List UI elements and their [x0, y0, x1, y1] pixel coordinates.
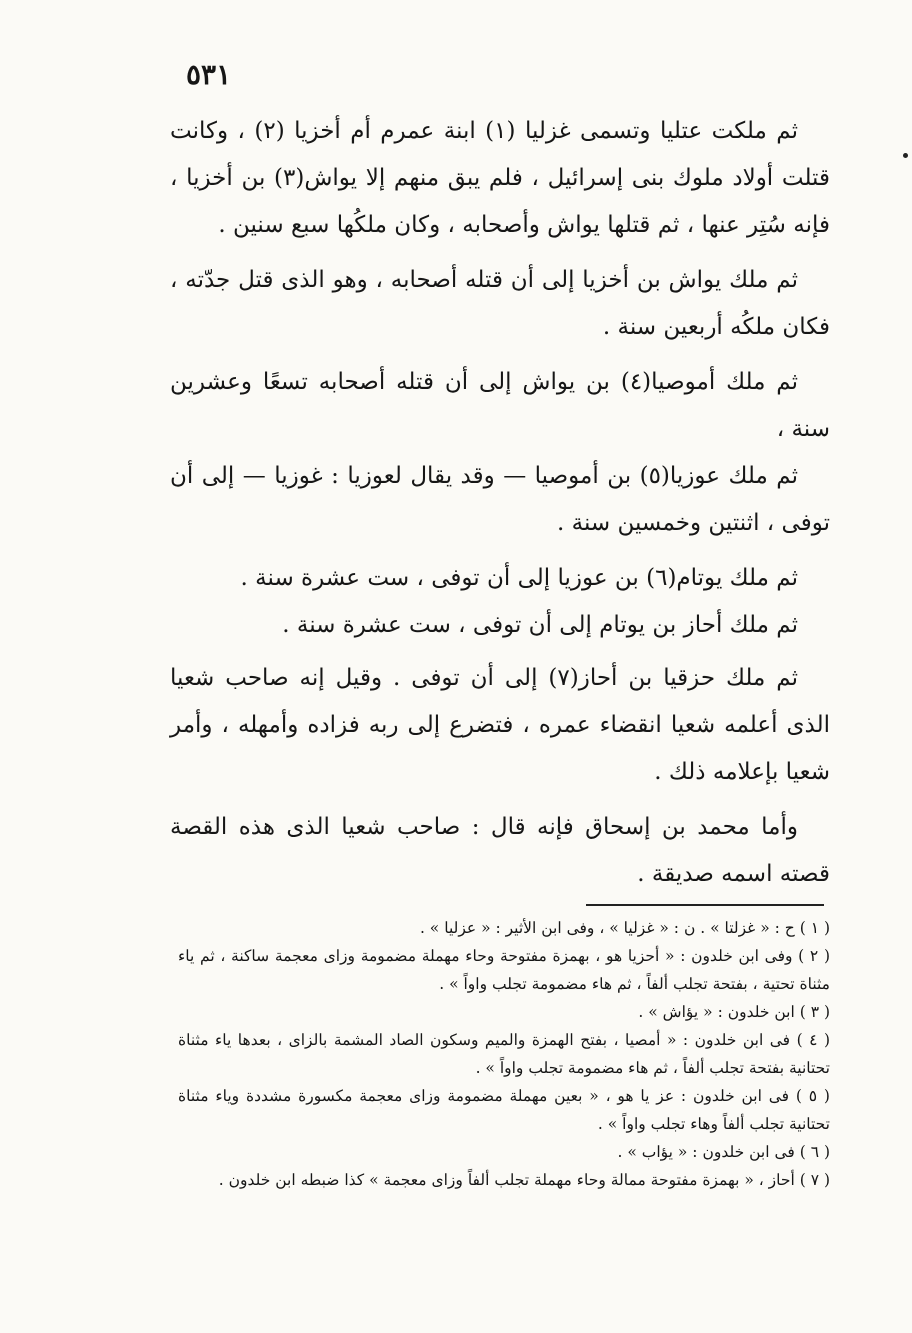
footnote: ( ٤ ) فى ابن خلدون : « أمصيا ، بفتح الهمزة والميم وسكون الصاد المشمة بالزاى ، بعدها ياء مثناة تحتانية بفتحة تجلب ألفاً ، ثم هاء مضمومة تجلب واواً » . [178, 1031, 830, 1077]
paragraph: ثم ملك حزقيا بن أحاز(٧) إلى أن توفى . وقيل إنه صاحب شعيا الذى أعلمه شعيا انقضاء عمره ، فتضرع إلى ربه فزاده وأمهله ، وأمر شعيا بإعلامه ذلك . [170, 665, 830, 785]
paragraph: ثم ملك أموصيا(٤) بن يواش إلى أن قتله أصحابه تسعًا وعشرين سنة ، [170, 369, 830, 442]
paragraph: ثم ملك أحاز بن يوتام إلى أن توفى ، ست عشرة سنة . [282, 612, 798, 638]
paragraph: وأما محمد بن إسحاق فإنه قال : صاحب شعيا الذى هذه القصة قصته اسمه صديقة . [170, 814, 830, 887]
footnote: ( ٦ ) فى ابن خلدون : « يؤاب » . [617, 1143, 830, 1161]
footnote: ( ١ ) ح : « غزلتا » . ن : « غزليا » ، وفى ابن الأثير : « عزليا » . [419, 919, 830, 937]
footnote: ( ٧ ) أحاز ، « بهمزة مفتوحة ممالة وحاء مهملة تجلب ألفاً وزاى معجمة » كذا ضبطه ابن خلدون . [218, 1171, 830, 1189]
footnote-separator [586, 904, 824, 906]
page-number: ٥٣١ [186, 58, 232, 91]
footnote: ( ٢ ) وفى ابن خلدون : « أحزيا هو ، بهمزة مفتوحة وحاء مهملة مضمومة وزاى معجمة ساكنة ، ثم ياء مثناة تحتية ، بفتحة تجلب ألفاً ، ثم هاء مضمومة تجلب واواً » . [178, 947, 830, 993]
paragraph: ثم ملك يواش بن أخزيا إلى أن قتله أصحابه ، وهو الذى قتل جدّته ، فكان ملكُه أربعين سنة . [170, 267, 830, 340]
footnotes [178, 914, 830, 1194]
footnote: ( ٥ ) فى ابن خلدون : عز يا هو ، « بعين مهملة مضمومة وزاى معجمة مكسورة مشددة وياء مثناة تحتانية تجلب ألفاً وهاء تجلب واواً » . [178, 1087, 830, 1133]
paragraph: ثم ملك يوتام(٦) بن عوزيا إلى أن توفى ، ست عشرة سنة . [240, 565, 798, 591]
margin-mark [903, 153, 908, 158]
footnote: ( ٣ ) ابن خلدون : « يؤاش » . [638, 1003, 830, 1021]
paragraph: ثم ملك عوزيا(٥) بن أموصيا — وقد يقال لعوزيا : غوزيا — إلى أن توفى ، اثنتين وخمسين سنة . [170, 463, 830, 536]
main-text [170, 108, 830, 906]
paragraph: ثم ملكت عتليا وتسمى غزليا (١) ابنة عمرم أم أخزيا (٢) ، وكانت قتلت أولاد ملوك بنى إسرائيل ، فلم يبق منهم إلا يواش(٣) بن أخزيا ، فإنه سُتِر عنها ، ثم قتلها يواش وأصحابه ، وكان ملكُها سبع سنين . [170, 118, 830, 238]
